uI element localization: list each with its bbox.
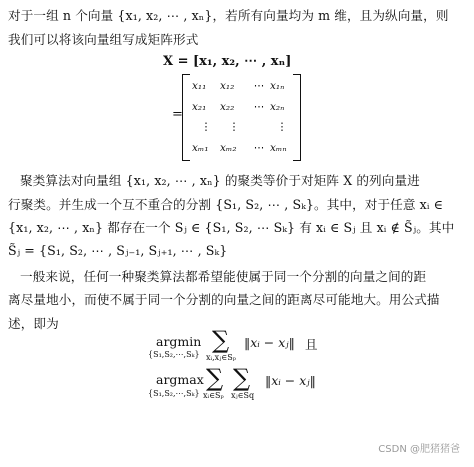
- norm-expression-2: ‖xᵢ − xⱼ‖: [265, 373, 316, 388]
- conjunction-text: 且: [305, 337, 318, 352]
- paragraph-2-line-1: 聚类算法对向量组 {x₁, x₂, ⋯ , xₙ} 的聚类等价于对矩阵 X 的列向量进: [20, 173, 420, 188]
- paragraph-2-line-2: 行聚类。并生成一个互不重合的分割 {S₁, S₂, ⋯ , Sₖ}。其中，对于任意 xᵢ ∈: [8, 197, 444, 212]
- sum-symbol-inner: ∑: [233, 364, 251, 392]
- matrix-cell: xₘ₁: [192, 142, 209, 154]
- matrix-cell: x₂ₙ: [270, 101, 285, 113]
- matrix-equals: =: [172, 107, 183, 122]
- sum-inner-subscript: xⱼ∈Sq: [231, 391, 255, 400]
- sum-symbol-outer: ∑: [206, 364, 224, 392]
- matrix-cell: xₘₙ: [270, 142, 287, 154]
- matrix-row-1: [192, 80, 294, 92]
- matrix-row-2: [192, 101, 294, 113]
- matrix-cell: ⋯: [253, 142, 265, 154]
- matrix-cell: x₁₁: [192, 80, 207, 92]
- sum-outer-subscript: xᵢ∈Sₚ: [203, 391, 224, 400]
- watermark-text: CSDN @肥猪猪爸: [378, 444, 460, 455]
- matrix-cell: x₁ₙ: [270, 80, 285, 92]
- sum-symbol: ∑: [212, 326, 230, 354]
- paragraph-3-line-2: 离尽量地小，而使不属于同一个分割的向量之间的距离尽可能地大。用公式描: [8, 292, 440, 307]
- argmax-subscript: {S₁,S₂,⋯,Sₖ}: [148, 389, 200, 398]
- paragraph-2-line-3: {x₁, x₂, ⋯ , xₙ} 都存在一个 Sⱼ ∈ {S₁, S₂, ⋯ Sₖ} 有 xᵢ ∈ Sⱼ 且 xᵢ ∉ S̃ⱼ。其中: [8, 220, 455, 235]
- paragraph-3-line-3: 述，即为: [8, 316, 59, 331]
- matrix-cell: ⋯: [253, 80, 265, 92]
- paragraph-1-line-2: 我们可以将该向量组写成矩阵形式: [8, 32, 199, 47]
- matrix-lhs: X = [x₁, x₂, ⋯ , xₙ]: [163, 54, 292, 69]
- argmin-operator: argmin: [156, 334, 202, 349]
- argmax-operator: argmax: [156, 372, 204, 387]
- argmin-subscript: {S₁,S₂,⋯,Sₖ}: [148, 350, 200, 359]
- paragraph-3-line-1: 一般来说，任何一种聚类算法都希望能使属于同一个分割的向量之间的距: [20, 269, 427, 284]
- matrix-row-3: [192, 121, 294, 133]
- matrix-left-bracket: [182, 74, 190, 161]
- matrix-right-bracket: [293, 74, 301, 161]
- matrix-cell: ⋮: [276, 121, 288, 133]
- norm-expression: ‖xᵢ − xⱼ‖: [244, 335, 295, 350]
- matrix-cell: x₂₂: [220, 101, 235, 113]
- matrix-cell: ⋯: [253, 101, 265, 113]
- matrix-cell: x₁₂: [220, 80, 235, 92]
- matrix-cell: ⋮: [200, 121, 212, 133]
- matrix-cell: ⋮: [228, 121, 240, 133]
- matrix-cell: x₂₁: [192, 101, 207, 113]
- matrix-cell: xₘ₂: [220, 142, 237, 154]
- sum-subscript: xᵢ,xⱼ∈Sₚ: [206, 353, 236, 362]
- paragraph-2-line-4: S̃ⱼ = {S₁, S₂, ⋯ , Sⱼ₋₁, Sⱼ₊₁, ⋯ , Sₖ}: [8, 243, 228, 258]
- paragraph-1-line-1: 对于一组 n 个向量 {x₁, x₂, ⋯ , xₙ}，若所有向量均为 m 维，且为纵向量，则: [8, 8, 449, 23]
- matrix-row-4: [192, 142, 294, 154]
